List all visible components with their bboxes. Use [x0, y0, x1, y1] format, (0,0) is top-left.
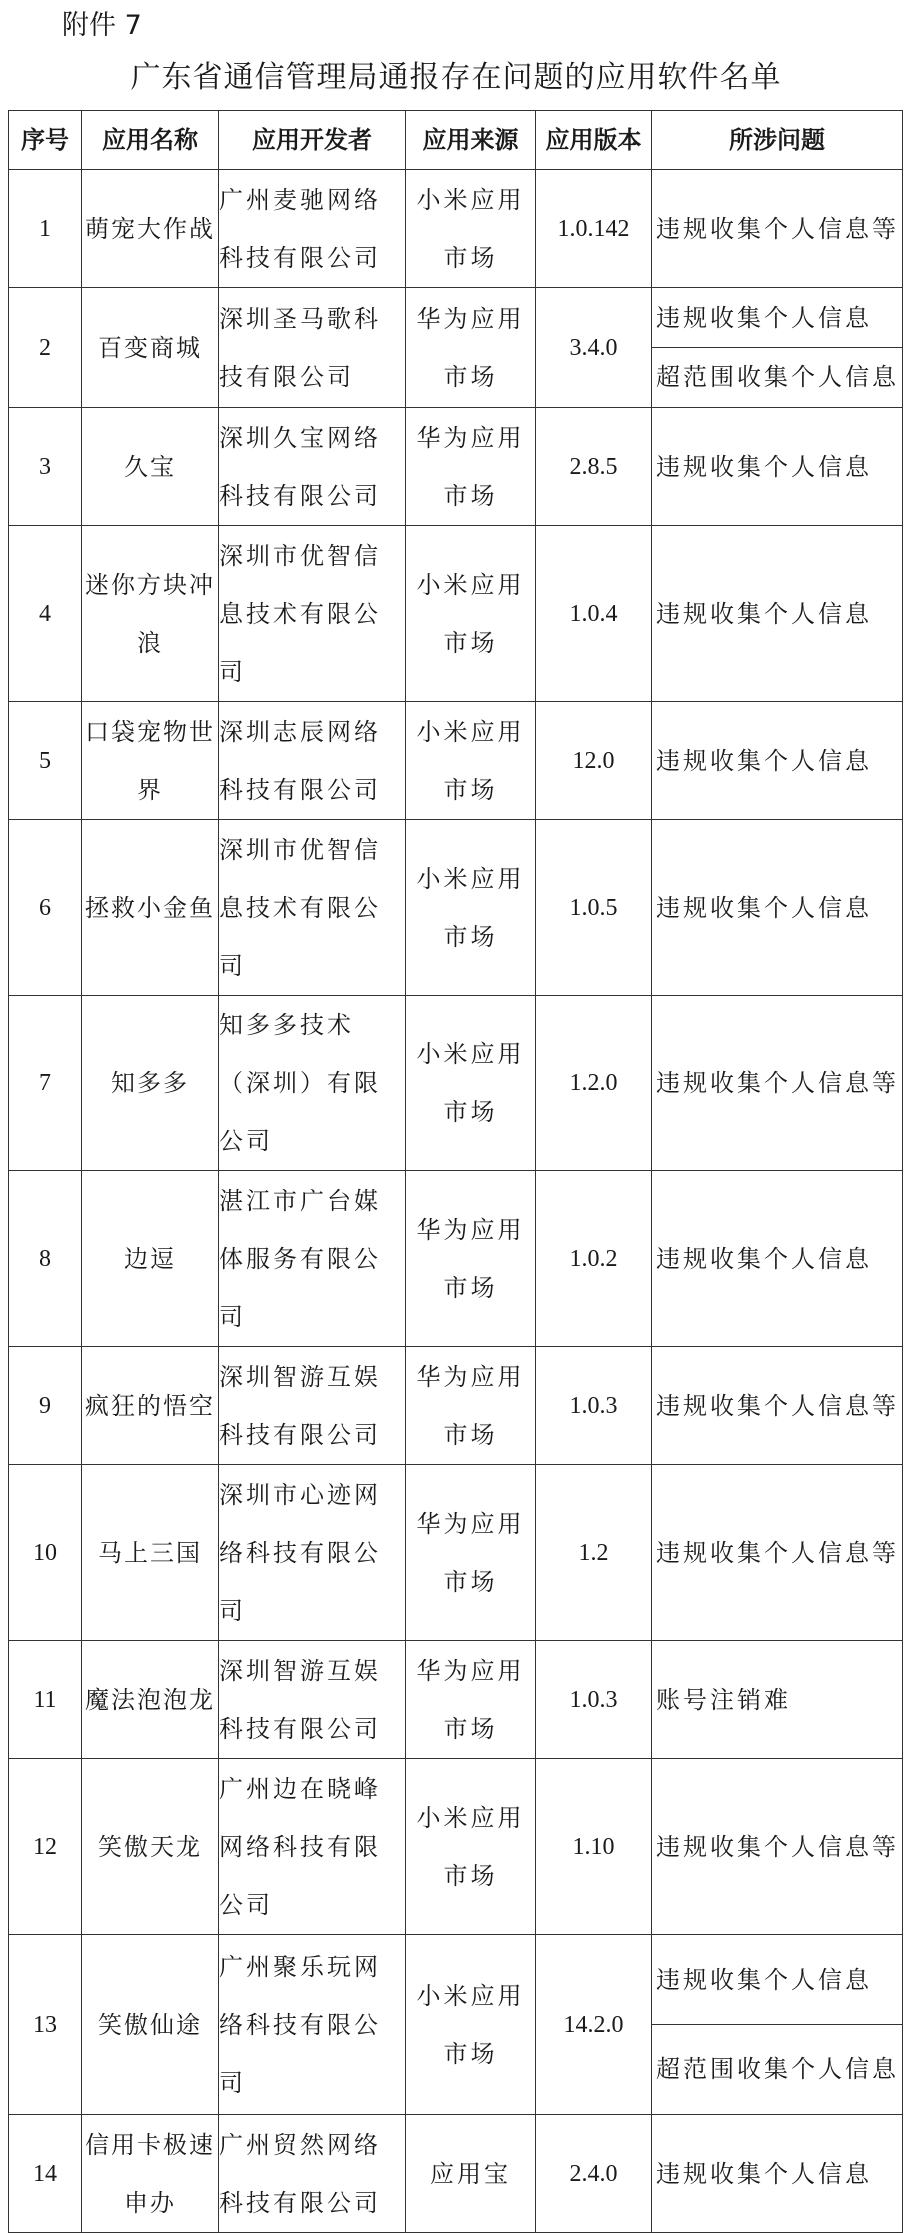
- cell-issues: [652, 1935, 903, 2115]
- issue-text: 违规收集个人信息等: [656, 214, 899, 243]
- cell-no: 2: [9, 288, 82, 408]
- table-row: [9, 2115, 903, 2233]
- cell-source: 小米应用市场: [406, 820, 536, 996]
- cell-source: 华为应用市场: [406, 1465, 536, 1641]
- cell-issues: [652, 1759, 903, 1935]
- cell-issues: [652, 408, 903, 526]
- cell-developer: 深圳市心迹网络科技有限公司: [219, 1465, 406, 1641]
- column-header-name: 应用名称: [82, 111, 219, 170]
- cell-issues: [652, 996, 903, 1171]
- cell-developer: 深圳智游互娱科技有限公司: [219, 1347, 406, 1465]
- cell-version: 1.0.3: [536, 1347, 652, 1465]
- cell-developer: 广州聚乐玩网络科技有限公司: [219, 1935, 406, 2115]
- cell-developer: 深圳志辰网络科技有限公司: [219, 702, 406, 820]
- column-header-developer: 应用开发者: [219, 111, 406, 170]
- table-row: [9, 170, 903, 288]
- cell-issues: [652, 820, 903, 996]
- cell-version: 1.0.4: [536, 526, 652, 702]
- cell-app-name: 笑傲仙途: [82, 1935, 219, 2115]
- table-row: [9, 1759, 903, 1935]
- cell-developer: 深圳久宝网络科技有限公司: [219, 408, 406, 526]
- issue-text: 违规收集个人信息: [656, 304, 872, 332]
- cell-source: 小米应用市场: [406, 1935, 536, 2115]
- cell-version: 2.8.5: [536, 408, 652, 526]
- cell-app-name: 魔法泡泡龙: [82, 1641, 219, 1759]
- cell-source: 小米应用市场: [406, 1759, 536, 1935]
- cell-no: 3: [9, 408, 82, 526]
- cell-no: 13: [9, 1935, 82, 2115]
- cell-no: 14: [9, 2115, 82, 2233]
- cell-version: 1.10: [536, 1759, 652, 1935]
- cell-developer: 广州麦驰网络科技有限公司: [219, 170, 406, 288]
- issue-text: 违规收集个人信息: [656, 893, 872, 922]
- cell-no: 12: [9, 1759, 82, 1935]
- cell-app-name: 马上三国: [82, 1465, 219, 1641]
- table-row: [9, 820, 903, 996]
- cell-source: 小米应用市场: [406, 170, 536, 288]
- cell-developer: 深圳市优智信息技术有限公司: [219, 820, 406, 996]
- cell-developer: 深圳智游互娱科技有限公司: [219, 1641, 406, 1759]
- column-header-source: 应用来源: [406, 111, 536, 170]
- document-title: 广东省通信管理局通报存在问题的应用软件名单: [130, 60, 782, 95]
- cell-app-name: 拯救小金鱼: [82, 820, 219, 996]
- issue-text: 超范围收集个人信息: [652, 2024, 902, 2113]
- cell-app-name: 萌宠大作战: [82, 170, 219, 288]
- cell-source: 小米应用市场: [406, 526, 536, 702]
- cell-version: 14.2.0: [536, 1935, 652, 2115]
- issue-text: 违规收集个人信息: [656, 599, 872, 628]
- cell-no: 1: [9, 170, 82, 288]
- table-row: [9, 408, 903, 526]
- table-row: [9, 1347, 903, 1465]
- table-row: [9, 702, 903, 820]
- cell-app-name: 久宝: [82, 408, 219, 526]
- table-body: [9, 170, 903, 2233]
- cell-source: 华为应用市场: [406, 288, 536, 408]
- cell-issues: [652, 1465, 903, 1641]
- cell-version: 1.0.5: [536, 820, 652, 996]
- table-row: [9, 1465, 903, 1641]
- table-header-row: [9, 111, 903, 170]
- cell-developer: 深圳市优智信息技术有限公司: [219, 526, 406, 702]
- column-header-version: 应用版本: [536, 111, 652, 170]
- issue-text: 违规收集个人信息: [656, 1966, 872, 1994]
- cell-no: 5: [9, 702, 82, 820]
- cell-developer: 广州贸然网络科技有限公司: [219, 2115, 406, 2233]
- issue-text: 违规收集个人信息: [656, 746, 872, 775]
- cell-app-name: 百变商城: [82, 288, 219, 408]
- cell-no: 9: [9, 1347, 82, 1465]
- table-row: [9, 996, 903, 1171]
- cell-issues: [652, 2115, 903, 2233]
- cell-version: 1.2: [536, 1465, 652, 1641]
- cell-source: 华为应用市场: [406, 1347, 536, 1465]
- cell-source: 小米应用市场: [406, 702, 536, 820]
- cell-no: 7: [9, 996, 82, 1171]
- cell-no: 11: [9, 1641, 82, 1759]
- cell-no: 10: [9, 1465, 82, 1641]
- cell-source: 华为应用市场: [406, 408, 536, 526]
- cell-issues: [652, 1641, 903, 1759]
- table-row: [9, 1641, 903, 1759]
- cell-source: 应用宝: [406, 2115, 536, 2233]
- cell-app-name: 信用卡极速申办: [82, 2115, 219, 2233]
- cell-no: 8: [9, 1171, 82, 1347]
- cell-app-name: 笑傲天龙: [82, 1759, 219, 1935]
- issue-text: 违规收集个人信息: [656, 452, 872, 481]
- issue-text: 违规收集个人信息等: [656, 1832, 899, 1861]
- table-row: [9, 1171, 903, 1347]
- attachment-label: 附件 7: [62, 10, 142, 41]
- cell-developer: 湛江市广台媒体服务有限公司: [219, 1171, 406, 1347]
- cell-issues: [652, 526, 903, 702]
- cell-version: 1.0.3: [536, 1641, 652, 1759]
- cell-no: 4: [9, 526, 82, 702]
- issue-text: 超范围收集个人信息: [652, 347, 902, 406]
- cell-version: 1.0.2: [536, 1171, 652, 1347]
- cell-developer: 深圳圣马歌科技有限公司: [219, 288, 406, 408]
- app-list-table: [8, 110, 903, 2233]
- cell-version: 1.0.142: [536, 170, 652, 288]
- cell-app-name: 疯狂的悟空: [82, 1347, 219, 1465]
- issue-text: 违规收集个人信息等: [656, 1069, 899, 1097]
- cell-issues: [652, 170, 903, 288]
- cell-developer: 知多多技术（深圳）有限公司: [219, 996, 406, 1171]
- issue-text: 违规收集个人信息等: [656, 1538, 899, 1567]
- cell-app-name: 迷你方块冲浪: [82, 526, 219, 702]
- column-header-issues: 所涉问题: [652, 111, 903, 170]
- cell-app-name: 口袋宠物世界: [82, 702, 219, 820]
- cell-version: 3.4.0: [536, 288, 652, 408]
- cell-source: 小米应用市场: [406, 996, 536, 1171]
- table-row: [9, 1935, 903, 2115]
- cell-issues: [652, 1347, 903, 1465]
- cell-issues: [652, 702, 903, 820]
- cell-app-name: 知多多: [82, 996, 219, 1171]
- cell-source: 华为应用市场: [406, 1641, 536, 1759]
- issue-text: 违规收集个人信息: [656, 1244, 872, 1273]
- cell-app-name: 边逗: [82, 1171, 219, 1347]
- cell-no: 6: [9, 820, 82, 996]
- column-header-no: 序号: [9, 111, 82, 170]
- table-row: [9, 526, 903, 702]
- cell-developer: 广州边在晓峰网络科技有限公司: [219, 1759, 406, 1935]
- cell-issues: [652, 1171, 903, 1347]
- cell-source: 华为应用市场: [406, 1171, 536, 1347]
- issue-text: 账号注销难: [656, 1685, 791, 1714]
- issue-text: 违规收集个人信息等: [656, 1391, 899, 1420]
- table-row: [9, 288, 903, 408]
- cell-issues: [652, 288, 903, 408]
- cell-version: 1.2.0: [536, 996, 652, 1171]
- cell-version: 12.0: [536, 702, 652, 820]
- cell-version: 2.4.0: [536, 2115, 652, 2233]
- issue-text: 违规收集个人信息: [656, 2159, 872, 2188]
